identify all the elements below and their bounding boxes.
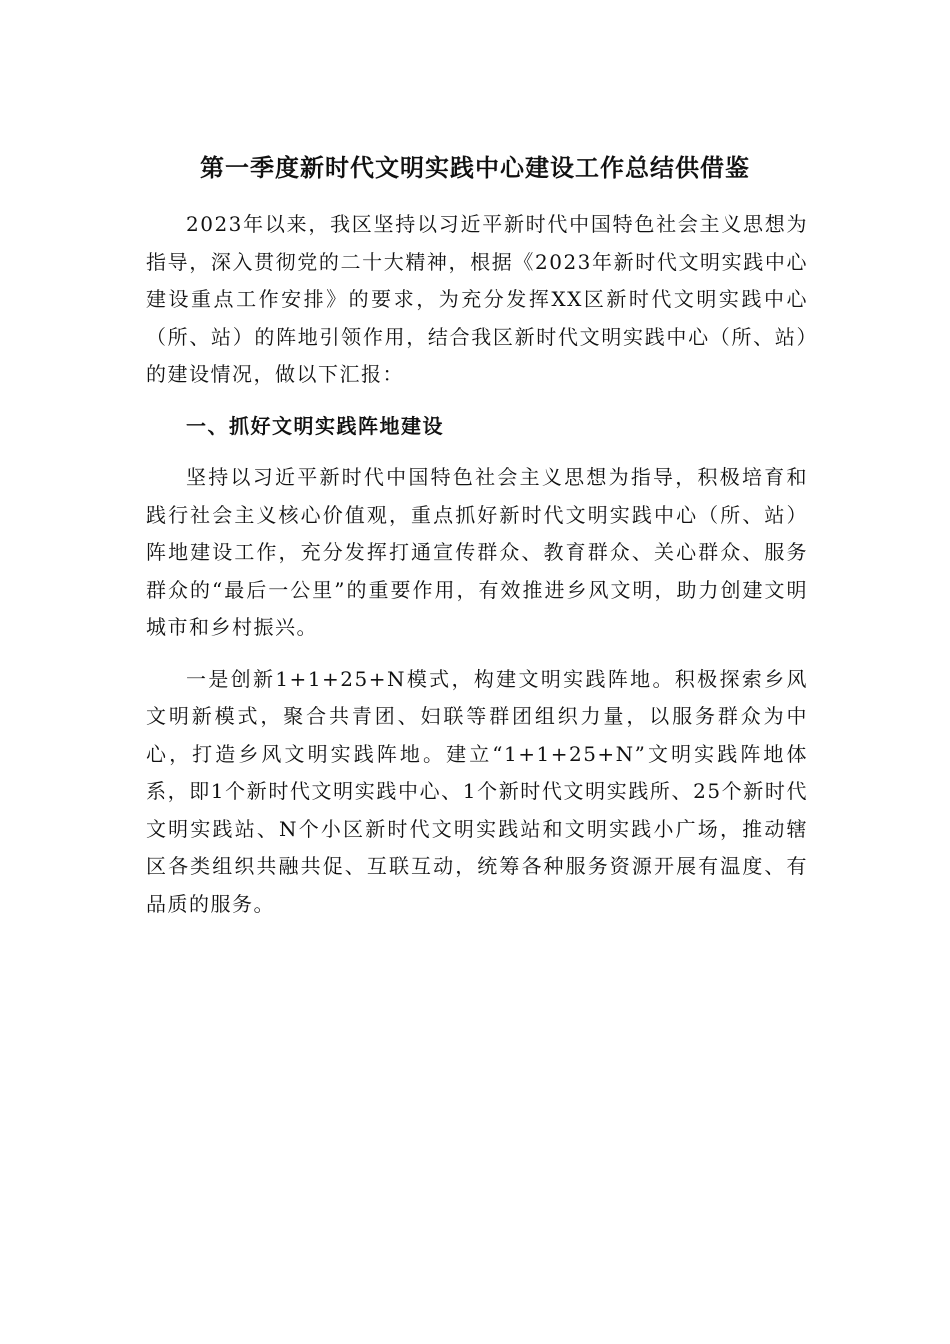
section-paragraph: 坚持以习近平新时代中国特色社会主义思想为指导，积极培育和践行社会主义核心价值观，重点抓好新时代文明实践中心（所、站）阵地建设工作，充分发挥打通宣传群众、教育群众、关心群众、服务群众的“最后一公里”的重要作用，有效推进乡风文明，助力创建文明城市和乡村振兴。 xyxy=(146,465,808,639)
section-heading: 一、抓好文明实践阵地建设 xyxy=(186,413,444,438)
document-body xyxy=(146,206,808,937)
document-title: 第一季度新时代文明实践中心建设工作总结供借鉴 xyxy=(200,153,750,182)
section-paragraph: 一是创新1+1+25+N模式，构建文明实践阵地。积极探索乡风文明新模式，聚合共青团、妇联等群团组织力量，以服务群众为中心，打造乡风文明实践阵地。建立“1+1+25+N”文明实践阵地体系，即1个新时代文明实践中心、1个新时代文明实践所、25个新时代文明实践站、N个小区新时代文明实践站和文明实践小广场，推动辖区各类组织共融共促、互联互动，统筹各种服务资源开展有温度、有品质的服务。 xyxy=(146,666,808,916)
intro-paragraph: 2023年以来，我区坚持以习近平新时代中国特色社会主义思想为指导，深入贯彻党的二十大精神，根据《2023年新时代文明实践中心建设重点工作安排》的要求，为充分发挥XX区新时代文明实践中心（所、站）的阵地引领作用，结合我区新时代文明实践中心（所、站）的建设情况，做以下汇报： xyxy=(146,212,808,386)
